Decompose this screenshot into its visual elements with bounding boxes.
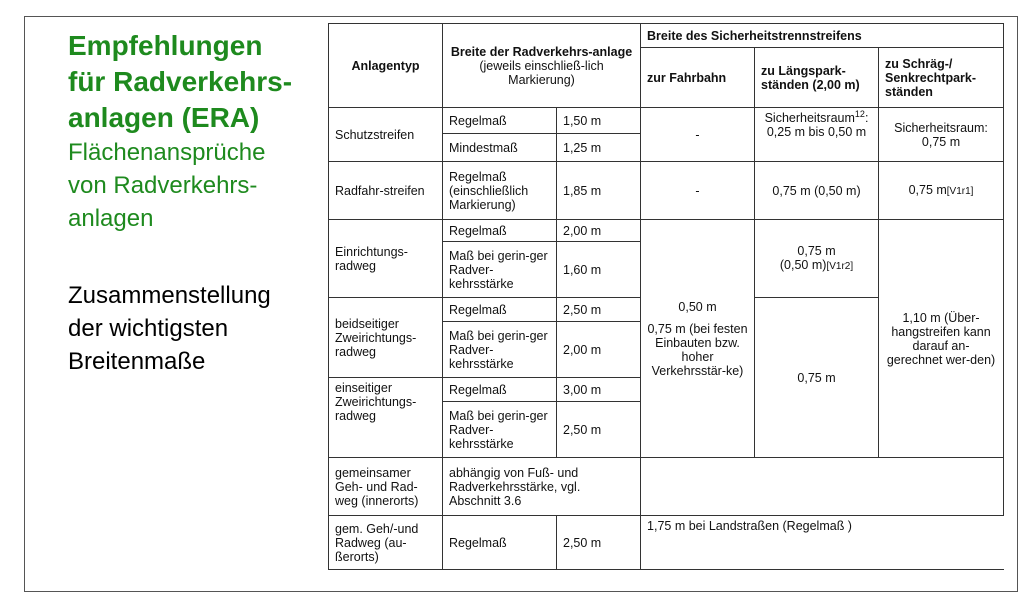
cell-empty (641, 458, 1004, 516)
cell-art: Maß bei gerin-ger Radver-kehrsstärke (443, 402, 557, 458)
subtitle-line: von Radverkehrs- (68, 172, 258, 199)
cell-laengs-merged: 0,75 m (755, 298, 879, 458)
cell-typ-schutzstreifen: Schutzstreifen (329, 108, 443, 162)
cell-laengs (755, 108, 879, 162)
cell-art: Mindestmaß (443, 134, 557, 162)
cell-wert: 1,85 m (557, 162, 641, 220)
cell-wert: 2,50 m (557, 298, 641, 322)
cell-wert: 1,60 m (557, 242, 641, 298)
width-table (328, 23, 1004, 570)
note-line: Zusammenstellung (68, 282, 271, 309)
cell-wert: 3,00 m (557, 378, 641, 402)
laengs-value: 0,75 m (797, 243, 836, 258)
schraeg-value: 0,75 m (908, 182, 947, 197)
header-breite-rest: (jeweils einschließ-lich Markierung) (479, 58, 604, 87)
header-schraegparkstaende: zu Schräg-/ Senkrechtpark-ständen (879, 48, 1004, 108)
cell-art: Regelmaß (einschließlich Markierung) (443, 162, 557, 220)
subtitle-line: anlagen (68, 205, 154, 232)
laengs-value-alt: (0,50 m) (779, 257, 827, 272)
cell-typ-radfahrstreifen: Radfahr-streifen (329, 162, 443, 220)
reference-tag: [V1r1] (946, 185, 974, 197)
cell-art: Maß bei gerin-ger Radver-kehrsstärke (443, 242, 557, 298)
title-line: anlagen (ERA) (68, 102, 260, 133)
header-anlagentyp: Anlagentyp (329, 24, 443, 108)
cell-art: Regelmaß (443, 220, 557, 242)
cell-typ-gemeinsam-ausserorts: gem. Geh/-und Radweg (au-ßerorts) (329, 516, 443, 570)
title-line: Empfehlungen (68, 30, 263, 61)
header-sicherheitstrennstreifen: Breite des Sicherheitstrennstreifens (641, 24, 1004, 48)
title-line: für Radverkehrs- (68, 66, 293, 97)
header-breite-radverkehrsanlage (443, 24, 641, 108)
sicherheitsraum-value: : 0,25 m bis 0,50 m (766, 111, 869, 139)
cell-art-wide: abhängig von Fuß- und Radverkehrsstärke, vgl. Abschnitt 3.6 (443, 458, 641, 516)
header-laengsparkstaende: zu Längspark-ständen (2,00 m) (755, 48, 879, 108)
left-text-panel (68, 28, 330, 378)
subtitle-line: Flächenansprüche (68, 139, 266, 166)
cell-schraeg: Sicherheitsraum: 0,75 m (879, 108, 1004, 162)
cell-schraeg (879, 162, 1004, 220)
reference-tag: [V1r2] (826, 260, 854, 272)
cell-typ-einseitig: einseitiger Zweirichtungs-radweg (329, 378, 443, 458)
cell-wert: 2,50 m (557, 402, 641, 458)
cell-art: Regelmaß (443, 108, 557, 134)
header-zur-fahrbahn: zur Fahrbahn (641, 48, 755, 108)
cell-art: Maß bei gerin-ger Radver-kehrsstärke (443, 322, 557, 378)
cell-typ-einrichtungsradweg: Einrichtungs-radweg (329, 220, 443, 298)
header-breite-bold: Breite der Radverkehrs-anlage (450, 44, 633, 59)
cell-schraeg-merged: 1,10 m (Über-hangstreifen kann darauf an-gerechnet wer-den) (879, 220, 1004, 458)
cell-fahrbahn: - (641, 162, 755, 220)
cell-wert: 2,00 m (557, 322, 641, 378)
cell-laengs: 0,75 m (0,50 m) (755, 162, 879, 220)
note-line: Breitenmaße (68, 348, 206, 375)
note-line: der wichtigsten (68, 315, 229, 342)
cell-wert: 1,50 m (557, 108, 641, 134)
cell-fahrbahn: - (641, 108, 755, 162)
cell-art: Regelmaß (443, 516, 557, 570)
fahrbahn-value: 0,50 m (678, 299, 717, 314)
cell-wert: 2,50 m (557, 516, 641, 570)
cell-laengs (755, 220, 879, 298)
cell-wert: 1,25 m (557, 134, 641, 162)
footnote-marker: 12 (854, 108, 865, 119)
fahrbahn-note: 0,75 m (bei festen Einbauten bzw. hoher Verkehrsstär-ke) (647, 321, 748, 378)
cell-fahrbahn-merged (641, 220, 755, 458)
cell-art: Regelmaß (443, 298, 557, 322)
cell-landstrassen: 1,75 m bei Landstraßen (Regelmaß ) (641, 516, 1004, 570)
cell-art: Regelmaß (443, 378, 557, 402)
cell-wert: 2,00 m (557, 220, 641, 242)
sicherheitsraum-label: Sicherheitsraum (764, 111, 855, 125)
cell-typ-gemeinsam-innerorts: gemeinsamer Geh- und Rad-weg (innerorts) (329, 458, 443, 516)
cell-typ-beidseitig: beidseitiger Zweirichtungs-radweg (329, 298, 443, 378)
